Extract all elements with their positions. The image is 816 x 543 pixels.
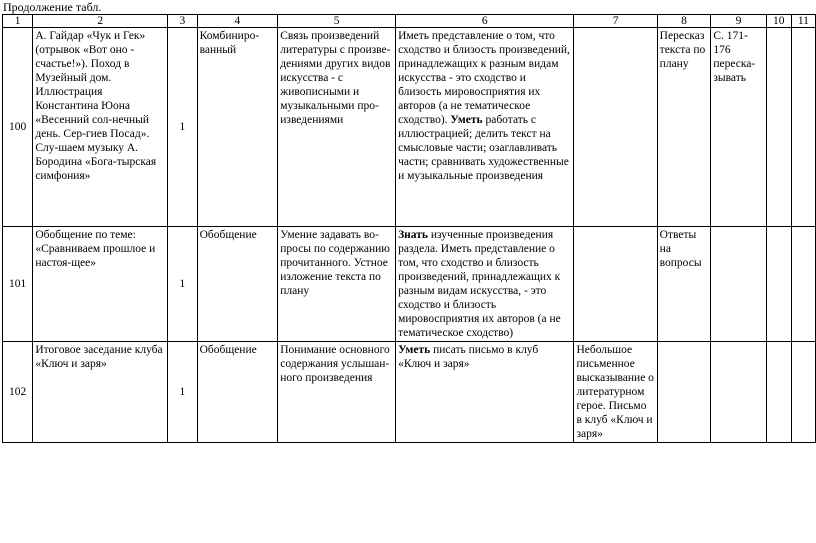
header-cell: 5 [278, 15, 396, 28]
lesson-requirements [396, 28, 574, 227]
header-row [3, 15, 816, 28]
requirements-text: Иметь представление о том, что сходство и близость произведений, принадлежащих к разным видам искусства - это сходство и близость мировосприятия их авторов (а не тематическое сходство). [398, 30, 570, 126]
lesson-homework [711, 342, 766, 443]
requirements-keyword: Знать [398, 229, 428, 241]
header-cell: 2 [33, 15, 168, 28]
header-cell: 10 [766, 15, 791, 28]
lesson-col11 [791, 342, 815, 443]
requirements-keyword: Уметь [398, 344, 431, 356]
lesson-col11 [791, 227, 815, 342]
lesson-requirements [396, 227, 574, 342]
lesson-activity [574, 227, 657, 342]
lesson-content: Связь произведений литературы с произве-дениями других видов искусства - с живописными и музыкальными про-изведениями [278, 28, 396, 227]
lesson-col10 [766, 342, 791, 443]
lesson-col10 [766, 227, 791, 342]
lesson-hours: 1 [168, 227, 197, 342]
header-cell: 11 [791, 15, 815, 28]
table-caption: Продолжение табл. [3, 0, 102, 14]
table-row [3, 342, 816, 443]
header-cell: 7 [574, 15, 657, 28]
lesson-control [657, 342, 711, 443]
lesson-requirements [396, 342, 574, 443]
lesson-control: Пересказ текста по плану [657, 28, 711, 227]
lesson-col10 [766, 28, 791, 227]
lesson-homework: С. 171-176 переска-зывать [711, 28, 766, 227]
requirements-text: изученные произведения раздела. Иметь представление о том, что сходство и близость произведений, принадлежащих к разным видам искусства, - это сходство и близость мировосприятия их авторов (а не тематическое сходство) [398, 229, 561, 339]
lesson-topic: Итоговое заседание клуба «Ключ и заря» [33, 342, 168, 443]
lesson-content: Понимание основного содержания услышан-ного произведения [278, 342, 396, 443]
lesson-topic: А. Гайдар «Чук и Гек» (отрывок «Вот оно - счастье!»). Поход в Музейный дом. Иллюстрация Константина Юона «Весенний сол-нечный день. Сер-гиев Посад». Слу-шаем музыку А. Бородина «Бога-тырская симфония» [33, 28, 168, 227]
requirements-keyword: Уметь [450, 114, 483, 126]
lesson-content: Умение задавать во-просы по содержанию прочитанного. Устное изложение текста по плану [278, 227, 396, 342]
lesson-activity: Небольшое письменное высказывание о литературном герое. Письмо в клуб «Ключ и заря» [574, 342, 657, 443]
lesson-type: Обобщение [197, 227, 278, 342]
lesson-topic: Обобщение по теме: «Сравниваем прошлое и настоя-щее» [33, 227, 168, 342]
lesson-hours: 1 [168, 28, 197, 227]
header-cell: 3 [168, 15, 197, 28]
header-cell: 6 [396, 15, 574, 28]
lesson-hours: 1 [168, 342, 197, 443]
header-cell: 9 [711, 15, 766, 28]
requirements-text: писать письмо в клуб «Ключ и заря» [398, 344, 539, 370]
lesson-control: Ответы на вопросы [657, 227, 711, 342]
header-cell: 4 [197, 15, 278, 28]
lesson-homework [711, 227, 766, 342]
lesson-type: Обобщение [197, 342, 278, 443]
lesson-plan-table [2, 14, 816, 443]
header-cell: 1 [3, 15, 33, 28]
lesson-number: 100 [3, 28, 33, 227]
lesson-number: 102 [3, 342, 33, 443]
lesson-type: Комбиниро-ванный [197, 28, 278, 227]
lesson-number: 101 [3, 227, 33, 342]
lesson-activity [574, 28, 657, 227]
table-row [3, 28, 816, 227]
requirements-text: работать с иллюстрацией; делить текст на смысловые части; озаглавливать части; сравнивать художественные и музыкальные произведения [398, 114, 569, 182]
lesson-col11 [791, 28, 815, 227]
table-row [3, 227, 816, 342]
header-cell: 8 [657, 15, 711, 28]
